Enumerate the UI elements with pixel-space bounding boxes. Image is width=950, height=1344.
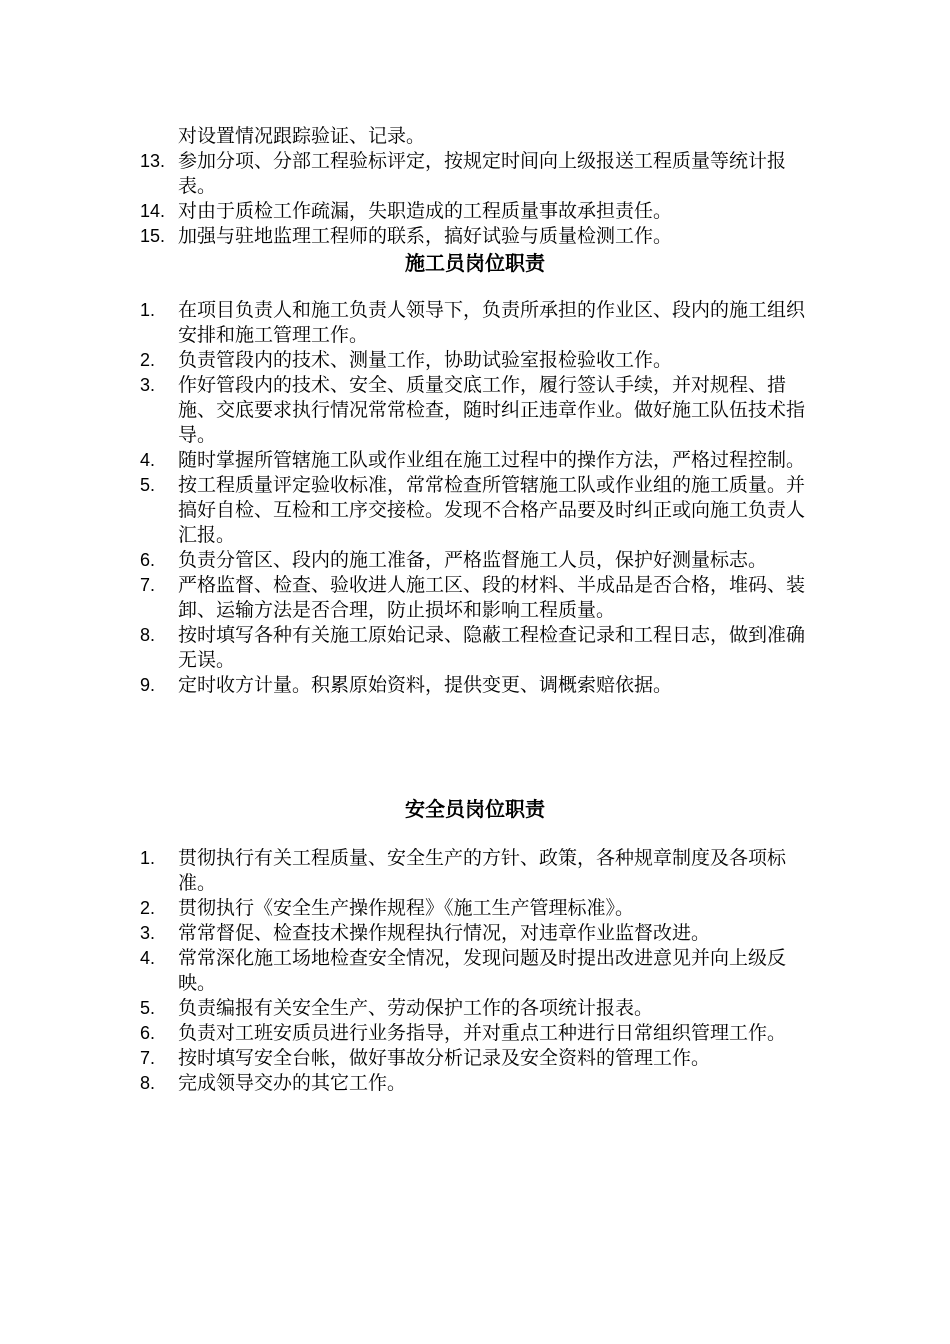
safety-duties-list	[140, 846, 820, 1096]
list-number: 3.	[140, 375, 156, 395]
list-item	[140, 921, 820, 946]
list-text: 随时掌握所管辖施工队或作业组在施工过程中的操作方法，严格过程控制。	[178, 449, 806, 471]
list-text: 常常督促、检查技术操作规程执行情况，对违章作业监督改进。	[178, 922, 711, 944]
list-item	[140, 473, 820, 548]
construction-duties-list	[140, 298, 820, 698]
list-item	[140, 348, 820, 373]
list-item	[140, 548, 820, 573]
list-item	[140, 1046, 820, 1071]
list-text: 对由于质检工作疏漏，失职造成的工程质量事故承担责任。	[178, 200, 673, 222]
list-item-continuation: 对设置情况跟踪验证、记录。	[178, 125, 426, 147]
list-item	[140, 448, 820, 473]
list-number: 5.	[140, 998, 156, 1018]
list-number: 4.	[140, 948, 156, 968]
list-item	[140, 298, 820, 348]
list-item	[140, 224, 820, 249]
list-number: 3.	[140, 923, 156, 943]
list-number: 6.	[140, 1023, 156, 1043]
list-item	[140, 149, 820, 199]
list-text: 贯彻执行《安全生产操作规程》《施工生产管理标准》。	[178, 897, 635, 919]
list-text: 贯彻执行有关工程质量、安全生产的方针、政策，各种规章制度及各项标准。	[178, 847, 787, 894]
list-text: 在项目负责人和施工负责人领导下，负责所承担的作业区、段内的施工组织安排和施工管理工作。	[178, 299, 806, 346]
list-item	[140, 896, 820, 921]
list-item	[140, 946, 820, 996]
construction-duties-title: 施工员岗位职责	[405, 251, 545, 275]
list-item	[140, 1021, 820, 1046]
list-text: 按工程质量评定验收标准，常常检查所管辖施工队或作业组的施工质量。并搞好自检、互检和工序交接检。发现不合格产品要及时纠正或向施工负责人汇报。	[178, 474, 806, 546]
safety-duties-title: 安全员岗位职责	[405, 797, 545, 821]
list-text: 严格监督、检查、验收进人施工区、段的材料、半成品是否合格，堆码、装卸、运输方法是否合理，防止损坏和影响工程质量。	[178, 574, 806, 621]
list-number: 15.	[140, 226, 166, 246]
list-text: 按时填写各种有关施工原始记录、隐蔽工程检查记录和工程日志，做到准确无误。	[178, 624, 806, 671]
list-number: 7.	[140, 575, 156, 595]
list-item	[140, 996, 820, 1021]
list-number: 8.	[140, 1073, 156, 1093]
list-number: 2.	[140, 350, 156, 370]
list-number: 14.	[140, 201, 166, 221]
list-text: 常常深化施工场地检查安全情况，发现问题及时提出改进意见并向上级反映。	[178, 947, 787, 994]
list-item	[140, 846, 820, 896]
list-text: 完成领导交办的其它工作。	[178, 1072, 407, 1094]
list-text: 加强与驻地监理工程师的联系，搞好试验与质量检测工作。	[178, 225, 673, 247]
list-text: 负责分管区、段内的施工准备，严格监督施工人员，保护好测量标志。	[178, 549, 768, 571]
list-number: 2.	[140, 898, 156, 918]
list-item	[140, 1071, 820, 1096]
list-text: 作好管段内的技术、安全、质量交底工作，履行签认手续，并对规程、措施、交底要求执行情况常常检查，随时纠正违章作业。做好施工队伍技术指导。	[178, 374, 806, 446]
list-item	[140, 373, 820, 448]
list-number: 8.	[140, 625, 156, 645]
quality-duties-list	[140, 124, 820, 249]
list-item	[140, 673, 820, 698]
list-text: 负责编报有关安全生产、劳动保护工作的各项统计报表。	[178, 997, 654, 1019]
list-item	[140, 199, 820, 224]
list-text: 参加分项、分部工程验标评定，按规定时间向上级报送工程质量等统计报表。	[178, 150, 787, 197]
list-number: 5.	[140, 475, 156, 495]
list-number: 7.	[140, 1048, 156, 1068]
list-item	[140, 573, 820, 623]
list-number: 1.	[140, 300, 156, 320]
list-number: 13.	[140, 151, 166, 171]
list-text: 负责对工班安质员进行业务指导，并对重点工种进行日常组织管理工作。	[178, 1022, 787, 1044]
list-number: 1.	[140, 848, 156, 868]
list-item	[140, 623, 820, 673]
list-number: 9.	[140, 675, 156, 695]
list-number: 4.	[140, 450, 156, 470]
list-text: 定时收方计量。积累原始资料，提供变更、调概索赔依据。	[178, 674, 673, 696]
list-number: 6.	[140, 550, 156, 570]
list-text: 按时填写安全台帐，做好事故分析记录及安全资料的管理工作。	[178, 1047, 711, 1069]
list-text: 负责管段内的技术、测量工作，协助试验室报检验收工作。	[178, 349, 673, 371]
